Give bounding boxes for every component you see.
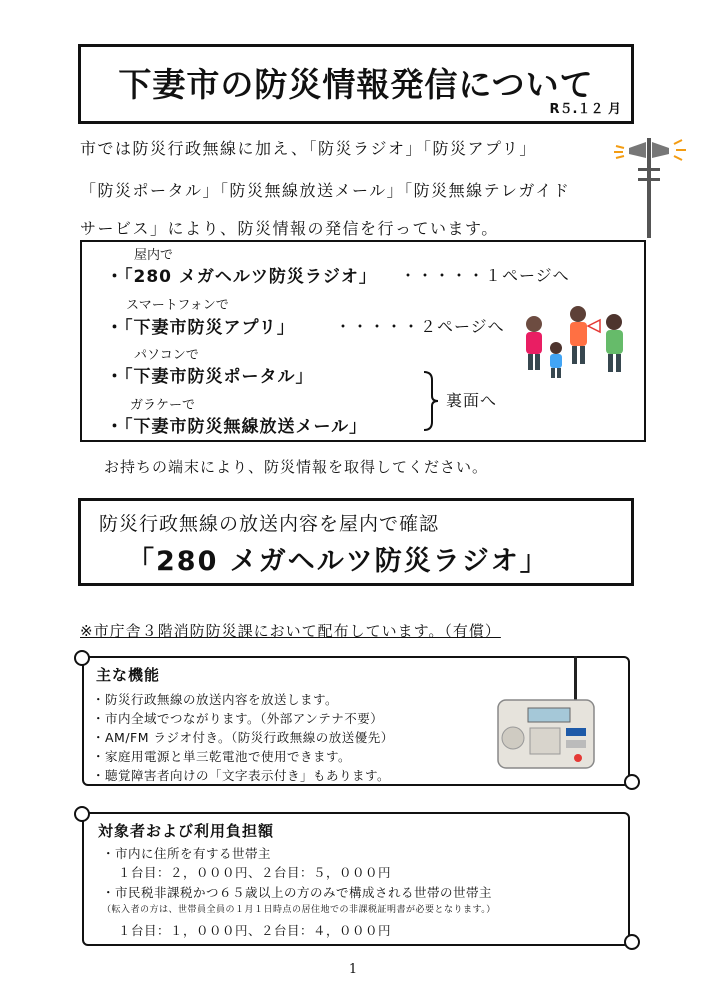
service-caption: 屋内で (134, 248, 174, 263)
service-portal: ・「下妻市防災ポータル」 (106, 367, 314, 387)
radio-subtitle: 防災行政無線の放送内容を屋内で確認 (99, 513, 440, 535)
scroll-curl (74, 650, 90, 666)
cost-line: １台目：１，０００円、２台目：４，０００円 (118, 923, 392, 938)
service-app-page: ・・・・・２ページへ (335, 317, 505, 336)
page-number: 1 (348, 962, 358, 977)
cost-title: 対象者および利用負担額 (98, 822, 275, 840)
distribution-note: ※市庁舎３階消防防災課において配布しています。（有償） (80, 622, 501, 640)
service-radio-page: ・・・・・１ページへ (400, 266, 570, 285)
feature-item: ・市内全域でつながります。（外部アンテナ不要） (92, 711, 384, 726)
cost-line: ・市内に住所を有する世帯主 (102, 846, 272, 861)
feature-item: ・聴覚障害者向けの「文字表示付き」もあります。 (92, 768, 391, 783)
service-caption: パソコンで (134, 348, 199, 363)
title-box (78, 44, 634, 124)
cost-line: １台目：２，０００円、２台目：５，０００円 (118, 865, 392, 880)
page-title: 下妻市の防災情報発信について (118, 65, 594, 104)
issue-date: R５.１２ 月 (549, 102, 621, 117)
scroll-curl (74, 806, 90, 822)
scroll-curl (624, 774, 640, 790)
features-title: 主な機能 (96, 666, 161, 684)
family-illustration-icon (516, 300, 640, 382)
service-caption: スマートフォンで (126, 298, 229, 313)
cost-line: （転入者の方は、世帯員全員の１月１日時点の居住地での非課税証明書が必要となります。） (102, 905, 496, 915)
bracket-icon (422, 370, 444, 432)
feature-item: ・家庭用電源と単三乾電池で使用できます。 (92, 749, 352, 764)
service-radio: ・「280 メガヘルツ防災ラジオ」 (106, 267, 377, 287)
feature-item: ・防災行政無線の放送内容を放送します。 (92, 692, 339, 707)
service-caption: ガラケーで (130, 398, 196, 413)
cost-box (82, 812, 630, 946)
acquire-note: お持ちの端末により、防災情報を取得してください。 (104, 458, 489, 476)
intro-line-2: 「防災ポータル」「防災無線放送メール」「防災無線テレガイド (80, 181, 571, 200)
back-page-label: 裏面へ (446, 391, 498, 410)
scroll-curl (624, 934, 640, 950)
cost-line: ・市民税非課税かつ６５歳以上の方のみで構成される世帯の世帯主 (102, 885, 493, 900)
intro-line-1: 市では防災行政無線に加え、「防災ラジオ」「防災アプリ」 (80, 139, 537, 158)
radio-name: 「280 メガヘルツ防災ラジオ」 (127, 546, 549, 577)
radio-device-icon (494, 656, 598, 774)
service-app: ・「下妻市防災アプリ」 (106, 318, 295, 338)
intro-line-3: サービス」により、防災情報の発信を行っています。 (80, 219, 499, 238)
service-mail: ・「下妻市防災無線放送メール」 (106, 417, 368, 437)
loudspeaker-pole-icon (604, 130, 694, 240)
radio-box (78, 498, 634, 586)
feature-item: ・AM/FM ラジオ付き。（防災行政無線の放送優先） (92, 730, 394, 745)
